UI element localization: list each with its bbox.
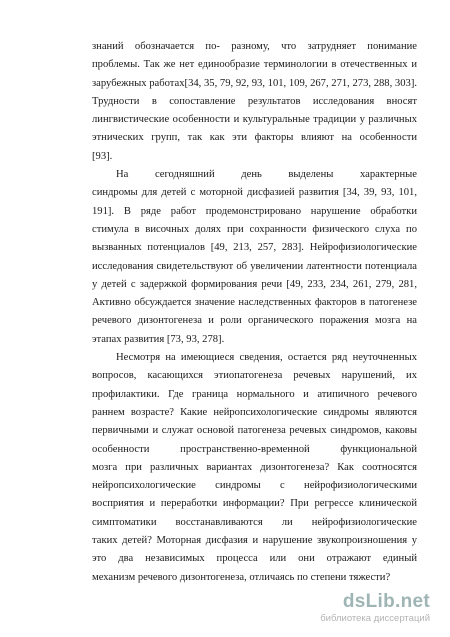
text-line: лингвистические особенности и культуральные традиции у различных (92, 114, 417, 126)
text-line: первичными и служат основой патогенеза речевых синдромов, каковы (92, 425, 417, 437)
text-line: Активно обсуждается значение наследственных факторов в патогенезе (92, 297, 417, 309)
text-line: зарубежных работах[34, 35, 79, 92, 93, 101, 109, 267, 271, 273, 288, 303]. (92, 77, 417, 89)
watermark-subtitle: библиотека диссертаций (320, 613, 430, 624)
text-line: вызванных потенциалов [49, 213, 257, 283]. Нейрофизиологические (92, 242, 417, 254)
text-line: исследования свидетельствуют об увеличении латентности потенциала (92, 260, 417, 272)
text-line: проблемы. Так же нет единообразие терминологии в отечественных и (92, 59, 417, 71)
text-line: у детей с задержкой формирования речи [49, 233, 234, 261, 279, 281, (92, 278, 417, 290)
text-line: синдромы для детей с моторной дисфазией развития [34, 39, 93, 101, (92, 187, 417, 199)
text-line: раннем возрасте? Какие нейропсихологические синдромы являются (92, 406, 417, 418)
text-line: симптоматики восстанавливаются ли нейрофизиологические (92, 516, 417, 528)
text-line: речевого дизонтогенеза и роли органического поражения мозга на (92, 315, 417, 327)
text-line: Несмотря на имеющиеся сведения, остается ряд неуточненных (116, 352, 417, 364)
text-line: Трудности в сопоставление результатов исследования вносят (92, 95, 417, 107)
text-line: этнических групп, так как эти факторы влияют на особенности (92, 132, 417, 144)
watermark-logo: dsLib.net (342, 591, 430, 612)
text-line: особенности пространственно-временной функциональной (92, 443, 417, 455)
watermark (316, 591, 436, 631)
text-line: знаний обозначается по- разному, что затрудняет понимание (92, 41, 417, 52)
text-line: На сегодняшний день выделены характерные (116, 169, 417, 181)
body-text (92, 38, 417, 587)
text-line: механизм речевого дизонтогенеза, отличаясь по степени тяжести? (92, 571, 391, 583)
text-line: таких детей? Моторная дисфазия и нарушение звукопроизношения у (92, 535, 417, 547)
text-line: профилактики. Где граница нормального и атипичного речевого (92, 388, 417, 400)
text-line: этапах развития [73, 93, 278]. (92, 333, 225, 345)
text-line: 191]. В ряде работ продемонстрировано нарушение обработки (92, 205, 417, 217)
text-line: восприятия и переработки информации? При регрессе клинической (92, 498, 417, 510)
text-line: нейропсихологические синдромы с нейрофизиологическими (92, 480, 417, 492)
text-line: мозга при различных вариантах дизонтогенеза? Как соотносятся (92, 461, 417, 473)
text-line: [93]. (92, 150, 113, 162)
text-line: это два независимых процесса или они отражают единый (92, 553, 417, 565)
text-line: стимула в височных долях при сохранности физического слуха по (92, 223, 417, 235)
text-line: вопросов, касающихся этиопатогенеза речевых нарушений, их (92, 370, 417, 382)
